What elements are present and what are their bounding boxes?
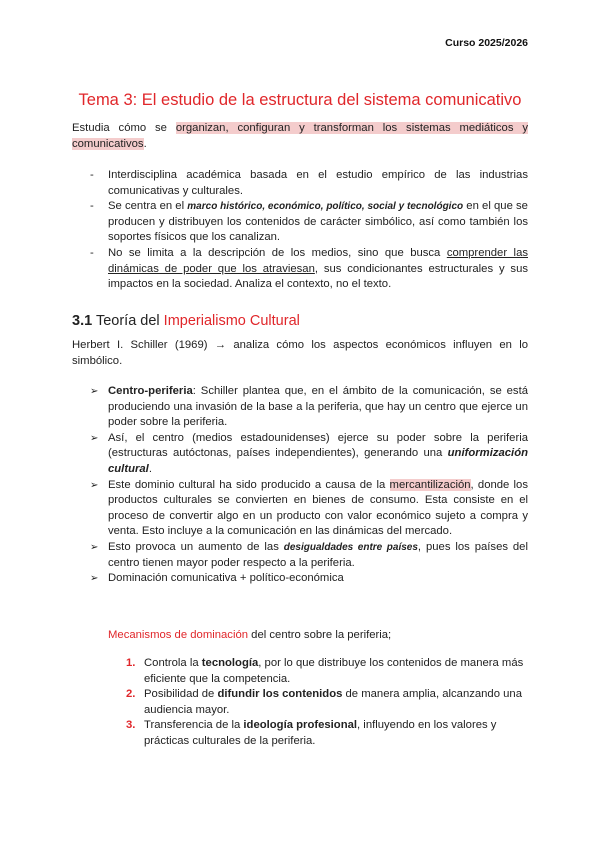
list-item-text: Esto provoca un aumento de las [108,540,284,553]
item-number: 1. [126,657,136,669]
list-item-text: : Schiller plantea que, en el ámbito de la comunicación, se está produciendo una invasión de la base a la periferia, que hay un centro que ejerce un poder sobre la periferia. [108,385,528,429]
list-item-text: , por lo que distribuye los contenidos de manera más eficiente que la competencia. [144,657,524,685]
list-item [72,199,528,246]
mechanisms-heading [108,629,391,641]
list-item-text: No se limita a la descripción de los medios, sino que busca [108,246,447,259]
intro-text: Estudia cómo se [72,122,176,134]
bold-text: difundir los contenidos [217,688,343,701]
list-item-text: Dominación comunicativa + político-económica [108,572,344,585]
dash-marker: - [90,200,94,213]
list-item [126,656,528,687]
dash-marker: - [90,246,94,259]
list-item-text: Se centra en el [108,200,188,213]
emphasis-text: marco histórico, económico, político, social y tecnológico [187,201,464,213]
list-item [90,431,528,478]
list-item-text: Así, el centro (medios estadounidenses) ejerce su poder sobre la periferia (estructuras autóctonas, países independientes), generando una [108,431,528,460]
list-item-text: , influyendo en los valores y prácticas culturales de la periferia. [144,719,497,747]
section-number: 3.1 [72,313,93,329]
list-item-text: Interdisciplina académica basada en el estudio empírico de las industrias comunicativas y culturales. [108,169,528,197]
list-item-text: , donde los productos culturales se convierten en bienes de consumo. Esta consiste en el proceso de convertir algo en un producto con valor económico sujeto a compra y venta. Esto incluye a la comunicación en las dinámicas del mercado. [108,478,528,538]
emphasis-text: uniformización cultural [108,447,528,475]
arrow-bullet-icon: ➢ [90,432,99,444]
list-item [90,540,528,571]
page-title: Tema 3: El estudio de la estructura del sistema comunicativo [78,91,522,109]
intro-end: . [143,137,147,150]
mechanisms-text: del centro sobre la periferia; [248,629,392,641]
list-item [126,687,528,718]
numbered-list [126,656,528,750]
list-item-text: Transferencia de la [144,719,244,732]
section-label-red: Imperialismo Cultural [163,313,300,329]
list-item-text: Controla la [144,657,202,669]
course-label: Curso 2025/2026 [445,37,528,49]
arrow-bullet-icon: ➢ [90,479,99,491]
underlined-text: comprender las dinámicas de poder que los atraviesan [108,246,528,275]
list-item [90,384,528,431]
section-heading [72,313,300,329]
list-item-text: , pues los países del centro tienen mayor poder respecto a la periferia. [108,540,528,569]
arrow-bullet-icon: ➢ [90,573,99,585]
list-item [72,246,528,293]
dash-marker: - [90,169,94,181]
bold-text: ideología profesional [243,719,358,732]
mechanisms-red: Mecanismos de dominación [108,629,249,641]
intro-highlight: organizan, configuran y transforman los sistemas mediáticos y comunicativos [72,122,529,150]
list-item [90,478,528,540]
list-item-text: . [148,462,152,475]
schiller-paragraph: Herbert I. Schiller (1969) → analiza cómo los aspectos económicos influyen en lo simbólico. [72,339,528,367]
list-item-text: Este dominio cultural ha sido producido a causa de la [108,478,390,491]
list-item [90,571,528,587]
arrow-list [90,384,528,587]
bold-text: Centro-periferia [108,385,193,397]
list-item-text: en el que se producen y distribuyen los contenidos de carácter simbólico, así como también los soportes físicos que los canalizan. [108,200,528,244]
list-item-text: , sus condicionantes estructurales y sus impactos en la sociedad. Analiza el contexto, no el texto. [108,262,528,291]
arrow-bullet-icon: ➢ [90,541,99,553]
list-item-text: de manera amplia, alcanzando una audiencia mayor. [144,688,522,716]
list-item-text: Posibilidad de [144,688,218,701]
bold-text: tecnología [201,657,259,669]
dash-list [72,168,528,293]
list-item [126,718,528,749]
item-number: 2. [126,688,136,701]
item-number: 3. [126,719,136,732]
arrow-bullet-icon: ➢ [90,386,99,397]
highlight-text: mercantilización [389,478,471,491]
section-label: Teoría del [95,313,164,329]
list-item [72,168,528,199]
intro-paragraph [72,121,528,152]
emphasis-text: desigualdades entre países [283,541,418,553]
